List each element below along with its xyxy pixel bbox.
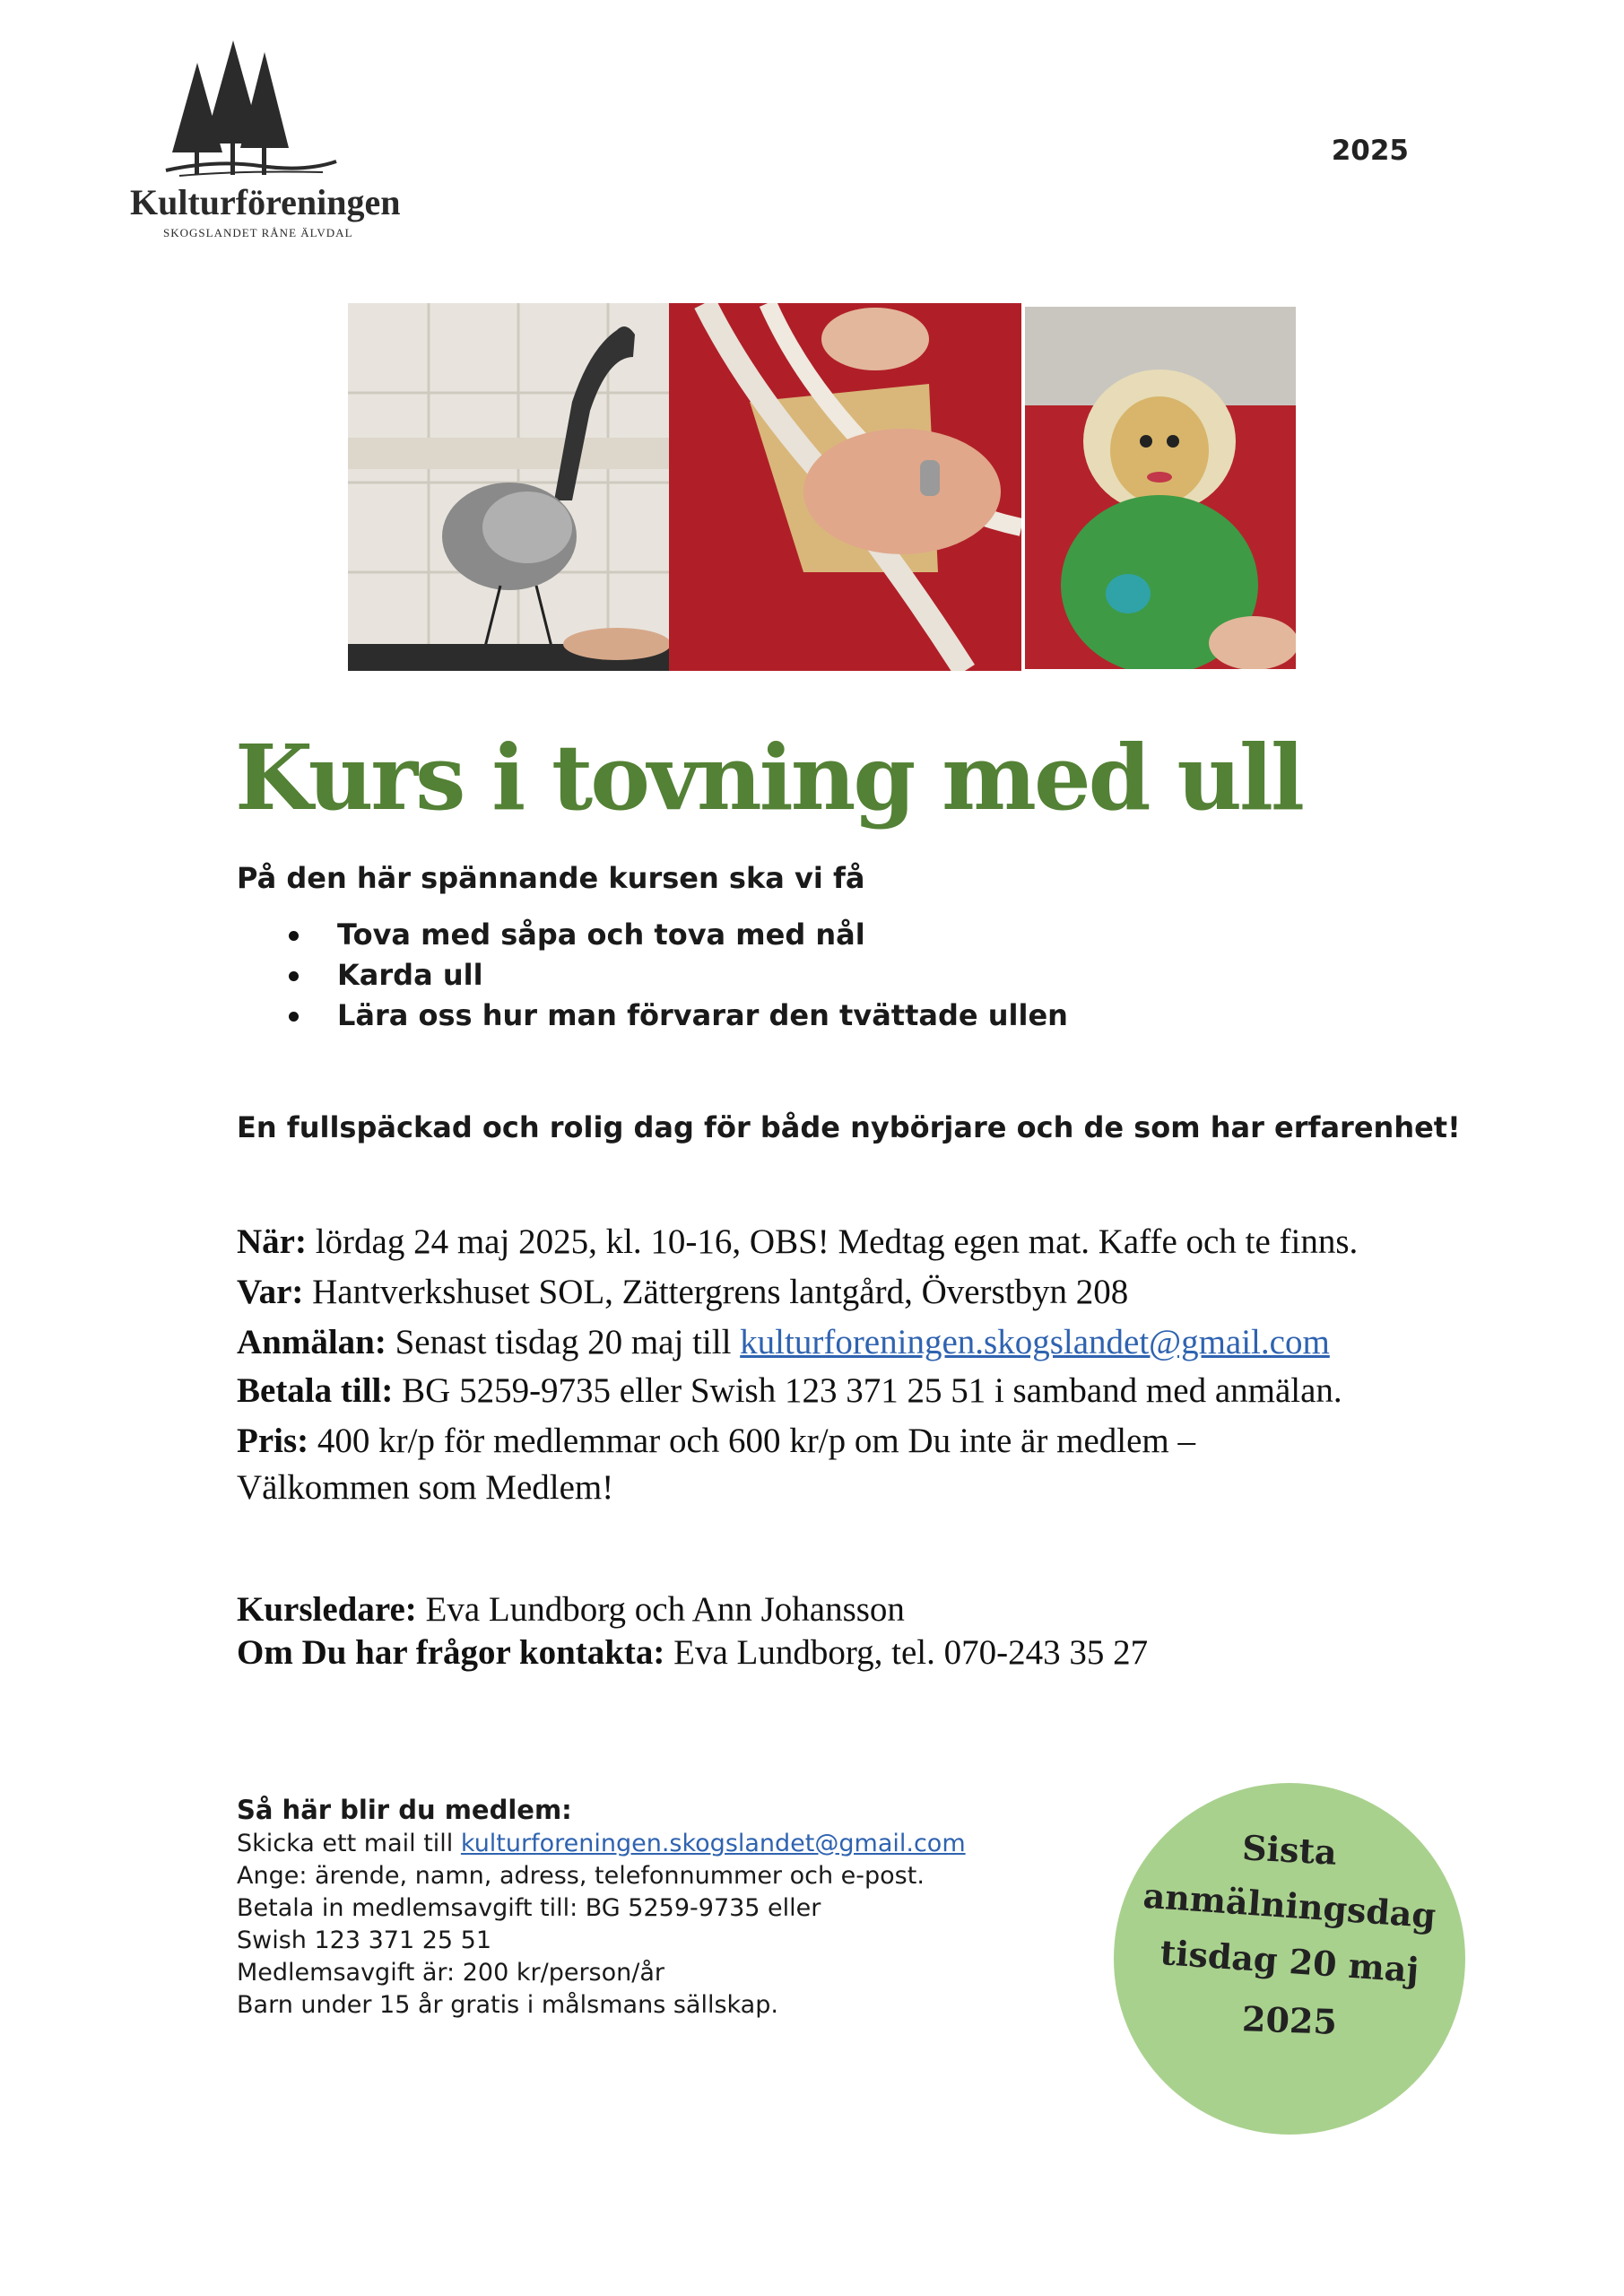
badge-line: 2025 [1241, 1998, 1338, 2042]
when-row: När: lördag 24 maj 2025, kl. 10-16, OBS! Medtag egen mat. Kaffe och te finns. [237, 1222, 1359, 1261]
course-leader-row: Kursledare: Eva Lundborg och Ann Johansson [237, 1590, 905, 1629]
membership-line: Ange: ärende, namn, adress, telefonnummer och e-post. [237, 1862, 925, 1890]
header-year: 2025 [1331, 135, 1409, 167]
membership-line: Swish 123 371 25 51 [237, 1926, 492, 1954]
badge-line: tisdag 20 maj [1159, 1931, 1420, 1991]
membership-section [237, 1792, 966, 2022]
payment-row: Betala till: BG 5259-9735 eller Swish 123 371 25 51 i samband med anmälan. [237, 1371, 1342, 1410]
membership-email-link[interactable]: kulturforeningen.skogslandet@gmail.com [460, 1830, 966, 1857]
pine-trees-icon [161, 36, 341, 179]
membership-line: Barn under 15 år gratis i målsmans sällskap. [237, 1991, 778, 2019]
registration-email-link[interactable]: kulturforeningen.skogslandet@gmail.com [740, 1323, 1330, 1361]
price-row-continued: Välkommen som Medlem! [237, 1468, 614, 1507]
badge-line: anmälningsdag [1142, 1874, 1437, 1936]
list-item: Tova med såpa och tova med nål [285, 915, 1068, 955]
where-row: Var: Hantverkshuset SOL, Zättergrens lantgård, Överstbyn 208 [237, 1273, 1129, 1311]
membership-heading: Så här blir du medlem: [237, 1795, 572, 1825]
membership-line: Medlemsavgift är: 200 kr/person/år [237, 1959, 664, 1987]
price-row: Pris: 400 kr/p för medlemmar och 600 kr/p om Du inte är medlem – [237, 1422, 1195, 1460]
bullet-icon [289, 971, 299, 981]
list-item: Karda ull [285, 955, 1068, 996]
org-subtitle: SKOGSLANDET RÅNE ÄLVDAL [163, 226, 353, 239]
contact-row: Om Du har frågor kontakta: Eva Lundborg, tel. 070-243 35 27 [237, 1633, 1149, 1672]
felted-bird-photo [348, 303, 669, 671]
page-title: Kurs i tovning med ull [235, 725, 1303, 831]
badge-line: Sista [1241, 1827, 1338, 1873]
list-item: Lära oss hur man förvarar den tvättade ullen [285, 996, 1068, 1036]
carding-wool-photo [669, 303, 1021, 671]
bullet-list [285, 915, 1068, 1036]
tagline: En fullspäckad och rolig dag för både nybörjare och de som har erfarenhet! [237, 1110, 1461, 1144]
deadline-badge [1114, 1783, 1465, 2135]
intro-text: På den här spännande kursen ska vi få [237, 861, 865, 895]
membership-line: Skicka ett mail till kulturforeningen.skogslandet@gmail.com [237, 1830, 966, 1857]
org-name: Kulturföreningen [130, 182, 401, 222]
logo [126, 36, 430, 251]
felted-doll-photo [1025, 307, 1296, 669]
registration-row: Anmälan: Senast tisdag 20 maj till kulturforeningen.skogslandet@gmail.com [237, 1323, 1330, 1361]
membership-line: Betala in medlemsavgift till: BG 5259-9735 eller [237, 1894, 821, 1922]
bullet-icon [289, 931, 299, 941]
bullet-icon [289, 1012, 299, 1022]
